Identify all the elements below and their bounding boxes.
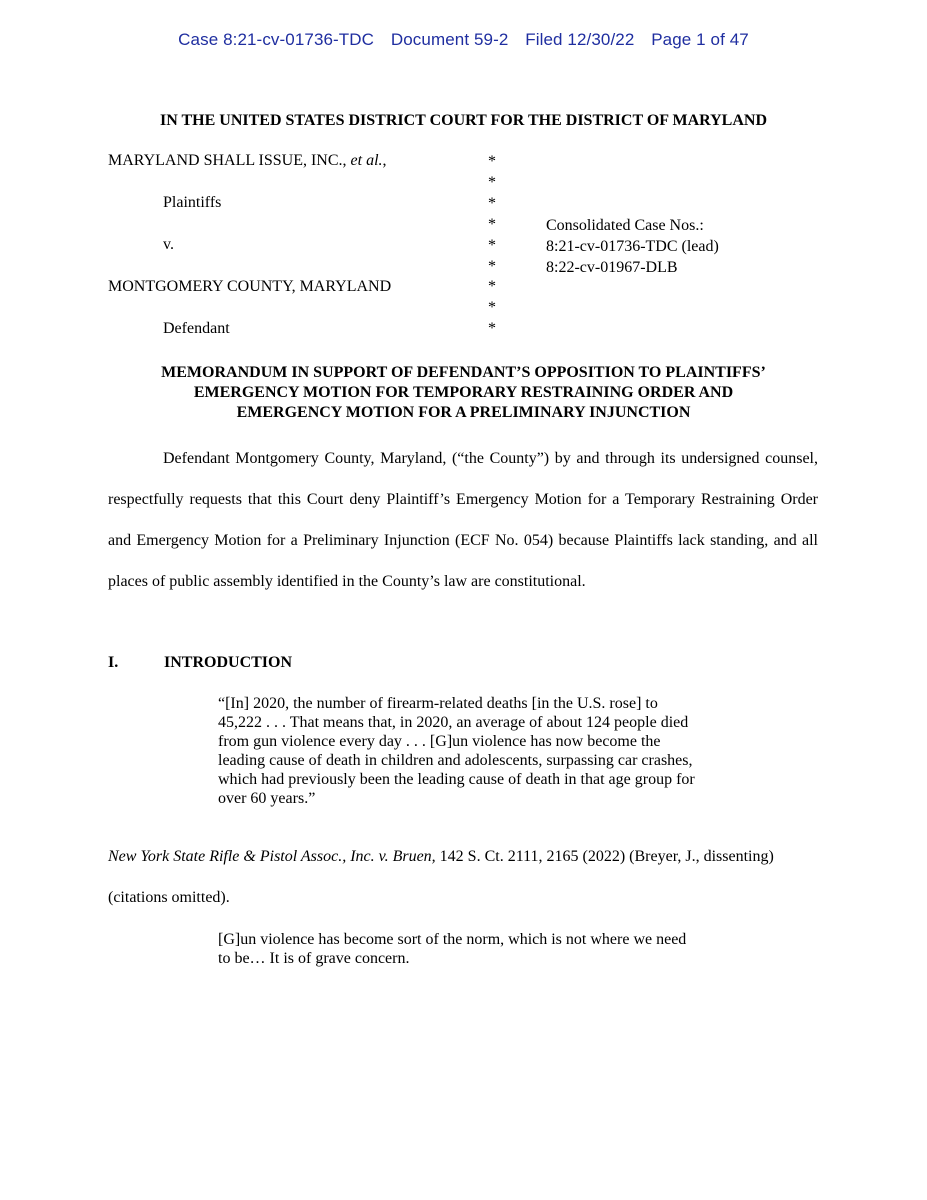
filed-date: Filed 12/30/22 <box>525 30 635 49</box>
block-quote-grave-concern <box>218 930 778 968</box>
defendant-label: Defendant <box>163 320 230 337</box>
memo-title-line: EMERGENCY MOTION FOR A PRELIMINARY INJUNCTION <box>236 404 691 421</box>
versus-label: v. <box>163 236 174 253</box>
quote-line: to be… It is of grave concern. <box>218 950 410 967</box>
lead-case-number: 8:21-cv-01736-TDC (lead) <box>546 238 719 255</box>
quote-line: over 60 years.” <box>218 790 316 807</box>
section-title: INTRODUCTION <box>164 654 293 671</box>
intro-paragraph: Defendant Montgomery County, Maryland, (“the County”) by and through its undersigned counsel, respectfully requests that this Court deny Plaintiff’s Emergency Motion for a Temporary Restraining Order and Emergency Motion for a Preliminary Injunction (ECF No. 054) because Plaintiffs lack standing, and all places of public assembly identified in the County’s law are constitutional. <box>108 450 818 590</box>
court-title: IN THE UNITED STATES DISTRICT COURT FOR THE DISTRICT OF MARYLAND <box>159 112 767 129</box>
quote-line: [G]un violence has become sort of the norm, which is not where we need <box>218 931 687 948</box>
quote-line: 45,222 . . . That means that, in 2020, an average of about 124 people died <box>218 714 689 731</box>
ecf-header-stamp <box>0 30 927 50</box>
section-number: I. <box>108 654 119 671</box>
quote-line: “[In] 2020, the number of firearm-related deaths [in the U.S. rose] to <box>218 695 658 712</box>
memo-title-line: MEMORANDUM IN SUPPORT OF DEFENDANT’S OPPOSITION TO PLAINTIFFS’ <box>161 364 766 381</box>
quote-line: leading cause of death in children and adolescents, surpassing car crashes, <box>218 752 693 769</box>
et-al: et al. <box>350 152 383 169</box>
defendant-name: MONTGOMERY COUNTY, MARYLAND <box>108 278 392 295</box>
second-case-number: 8:22-cv-01967-DLB <box>546 259 678 276</box>
memo-title-line: EMERGENCY MOTION FOR TEMPORARY RESTRAINING ORDER AND <box>193 384 734 401</box>
quote-line: from gun violence every day . . . [G]un violence has now become the <box>218 733 661 750</box>
plaintiff-name: MARYLAND SHALL ISSUE, INC., et al., <box>108 152 387 169</box>
block-quote-statistics <box>218 694 778 808</box>
document-number: Document 59-2 <box>390 30 509 49</box>
memorandum-title <box>0 363 927 423</box>
case-nos-label: Consolidated Case Nos.: <box>546 217 704 234</box>
case-name: New York State Rifle & Pistol Assoc., Inc. v. Bruen, <box>108 848 436 865</box>
case-citation <box>108 836 818 918</box>
quote-line: which had previously been the leading cause of death in that age group for <box>218 771 695 788</box>
plaintiffs-label: Plaintiffs <box>163 194 222 211</box>
citation-details: 142 S. Ct. 2111, 2165 (2022) (Breyer, J., dissenting) (citations omitted). <box>108 848 774 906</box>
case-number: Case 8:21-cv-01736-TDC <box>178 30 375 49</box>
caption-asterisk-column: * * * * * * * * * <box>488 153 496 338</box>
consolidated-case-numbers <box>546 215 719 278</box>
section-heading <box>108 654 292 672</box>
page-count: Page 1 of 47 <box>651 30 749 49</box>
